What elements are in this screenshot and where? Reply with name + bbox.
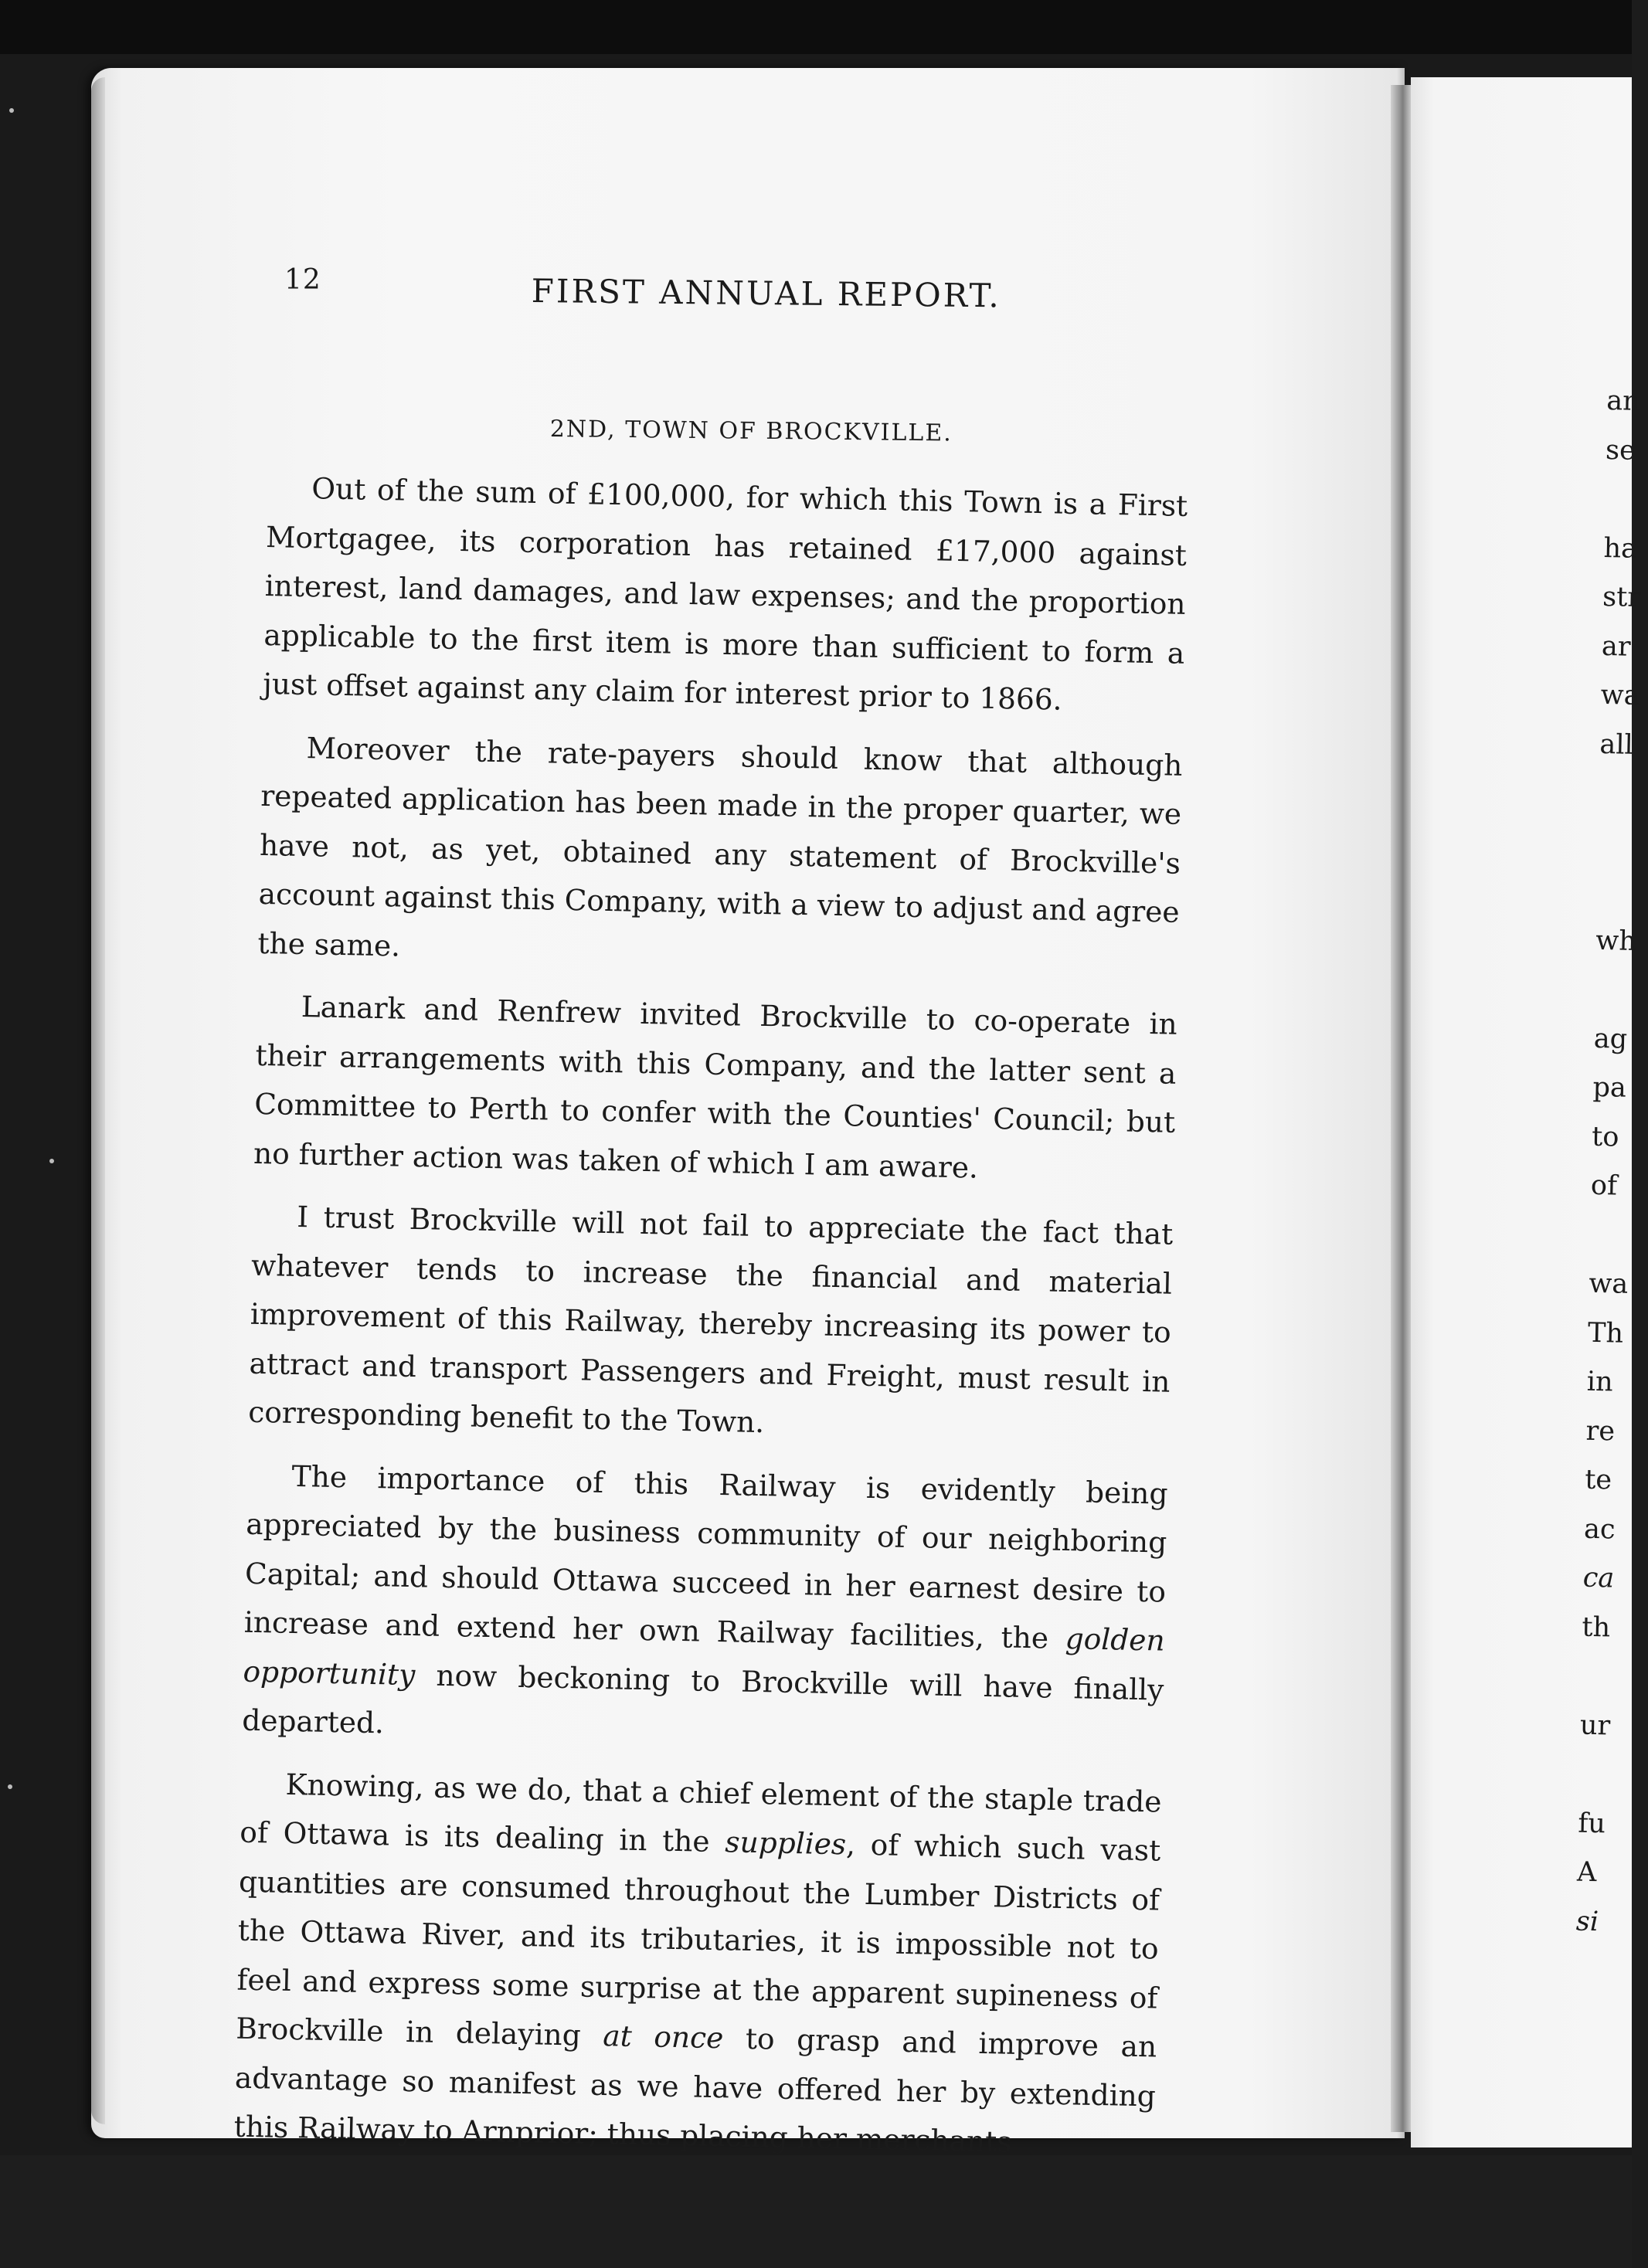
- right-page-fragment: [1581, 1652, 1612, 1702]
- paragraph: Lanark and Renfrew invited Brockville to co-operate in their arrangements with this Company, and the latter sent a Committee to Perth to confer with the Counties' Council; but no further action was taken of which I am aware.: [253, 990, 1178, 1185]
- paragraph: [233, 1759, 1162, 2170]
- italic-phrase: golden opportunity: [243, 1621, 1166, 1692]
- paragraph: Out of the sum of £100,000, for which this Town is a First Mortgagee, its corporation has retained £17,000 against interest, land damages, and law expenses; and the proportion applicable to the first item is more than sufficient to form a just offset against any claim for interest prior to 1866.: [262, 471, 1188, 717]
- paragraph-text: now beckoning to Brockville will have finally departed.: [241, 1657, 1164, 1740]
- paragraph: I trust Brockville will not fail to appreciate the fact that whatever tends to increase the financial and material improvement of this Railway, thereby increasing its power to attract and transport Passengers and Freight, must result in corresponding benefit to the Town.: [247, 1199, 1174, 1440]
- paragraph-text: Knowing, as we do, that a chief element of the staple trade of Ottawa is its dealing in the: [239, 1767, 1162, 1859]
- right-page-fragment: si: [1575, 1906, 1599, 1937]
- right-page-fragment: th: [1582, 1611, 1611, 1643]
- section-heading: 2ND, TOWN OF BROCKVILLE.: [549, 416, 953, 447]
- right-page-fragment: [1589, 1210, 1621, 1260]
- right-page-fragment: [1599, 769, 1630, 819]
- right-page-fragment: to: [1591, 1121, 1619, 1153]
- right-page-fragment: A: [1576, 1856, 1597, 1889]
- paragraph: [242, 1451, 1168, 1764]
- body-text: [233, 463, 1188, 2184]
- right-page-fragment: re: [1585, 1415, 1616, 1447]
- paragraph-text: The importance of this Railway is evidently being appreciated by the business community of our neighboring Capital; and should Ottawa succeed in her earnest desire to increase and extend her own Railway facilities, the: [243, 1458, 1168, 1656]
- right-page-fragment: [1594, 966, 1626, 1015]
- right-page-text-fragments: [1575, 377, 1641, 1947]
- right-page-fragment: [1597, 818, 1629, 867]
- paragraph-text: , of which such vast quantities are consumed throughout the Lumber Districts of the Ottawa River, and its tributaries, it is impossible not to feel and express some surprise at the apparent supineness of Brockville in delaying: [235, 1827, 1161, 2053]
- right-page-fragment: str: [1602, 581, 1641, 613]
- right-page-fragment: fu: [1578, 1808, 1606, 1839]
- right-page-fragment: [1604, 475, 1636, 525]
- italic-phrase: at once: [602, 2018, 724, 2056]
- right-page-fragment: ag: [1593, 1023, 1628, 1055]
- right-page-fragment: [1596, 867, 1628, 917]
- right-page-fragment: in: [1586, 1366, 1614, 1398]
- right-page-fragment: pa: [1592, 1071, 1627, 1104]
- right-page-fragment: ar: [1601, 630, 1632, 663]
- right-page-fragment: wh: [1595, 925, 1637, 957]
- right-page-fragment: [1578, 1750, 1610, 1800]
- right-page-fragment: ca: [1582, 1562, 1615, 1594]
- running-head: FIRST ANNUAL REPORT.: [531, 272, 1002, 315]
- right-page-fragment: an: [1606, 385, 1641, 417]
- right-page-fragment: ac: [1583, 1513, 1616, 1546]
- right-page-fragment: te: [1584, 1464, 1612, 1496]
- right-page-fragment: ur: [1579, 1709, 1611, 1741]
- right-page-fragment: of: [1590, 1170, 1618, 1202]
- right-page-fragment: wa: [1600, 679, 1640, 711]
- paragraph: Moreover the rate-payers should know that although repeated application has been made in the proper quarter, we have not, as yet, obtained any statement of Brockville's account against this Company, with a view to adjust and agree the same.: [257, 730, 1183, 963]
- right-page-fragment: Th: [1587, 1317, 1624, 1350]
- page-number: 12: [284, 264, 321, 296]
- italic-phrase: supplies: [724, 1825, 847, 1862]
- right-page-fragment: all: [1599, 728, 1634, 761]
- right-page-fragment: se: [1605, 434, 1636, 467]
- right-page-fragment: ha: [1603, 532, 1638, 565]
- right-page-fragment: wa: [1589, 1268, 1629, 1300]
- paragraph-text: to grasp and improve an advantage so manifest as we have offered her by extending this Railway to Arnprior; thus placing her merchants: [233, 2021, 1157, 2159]
